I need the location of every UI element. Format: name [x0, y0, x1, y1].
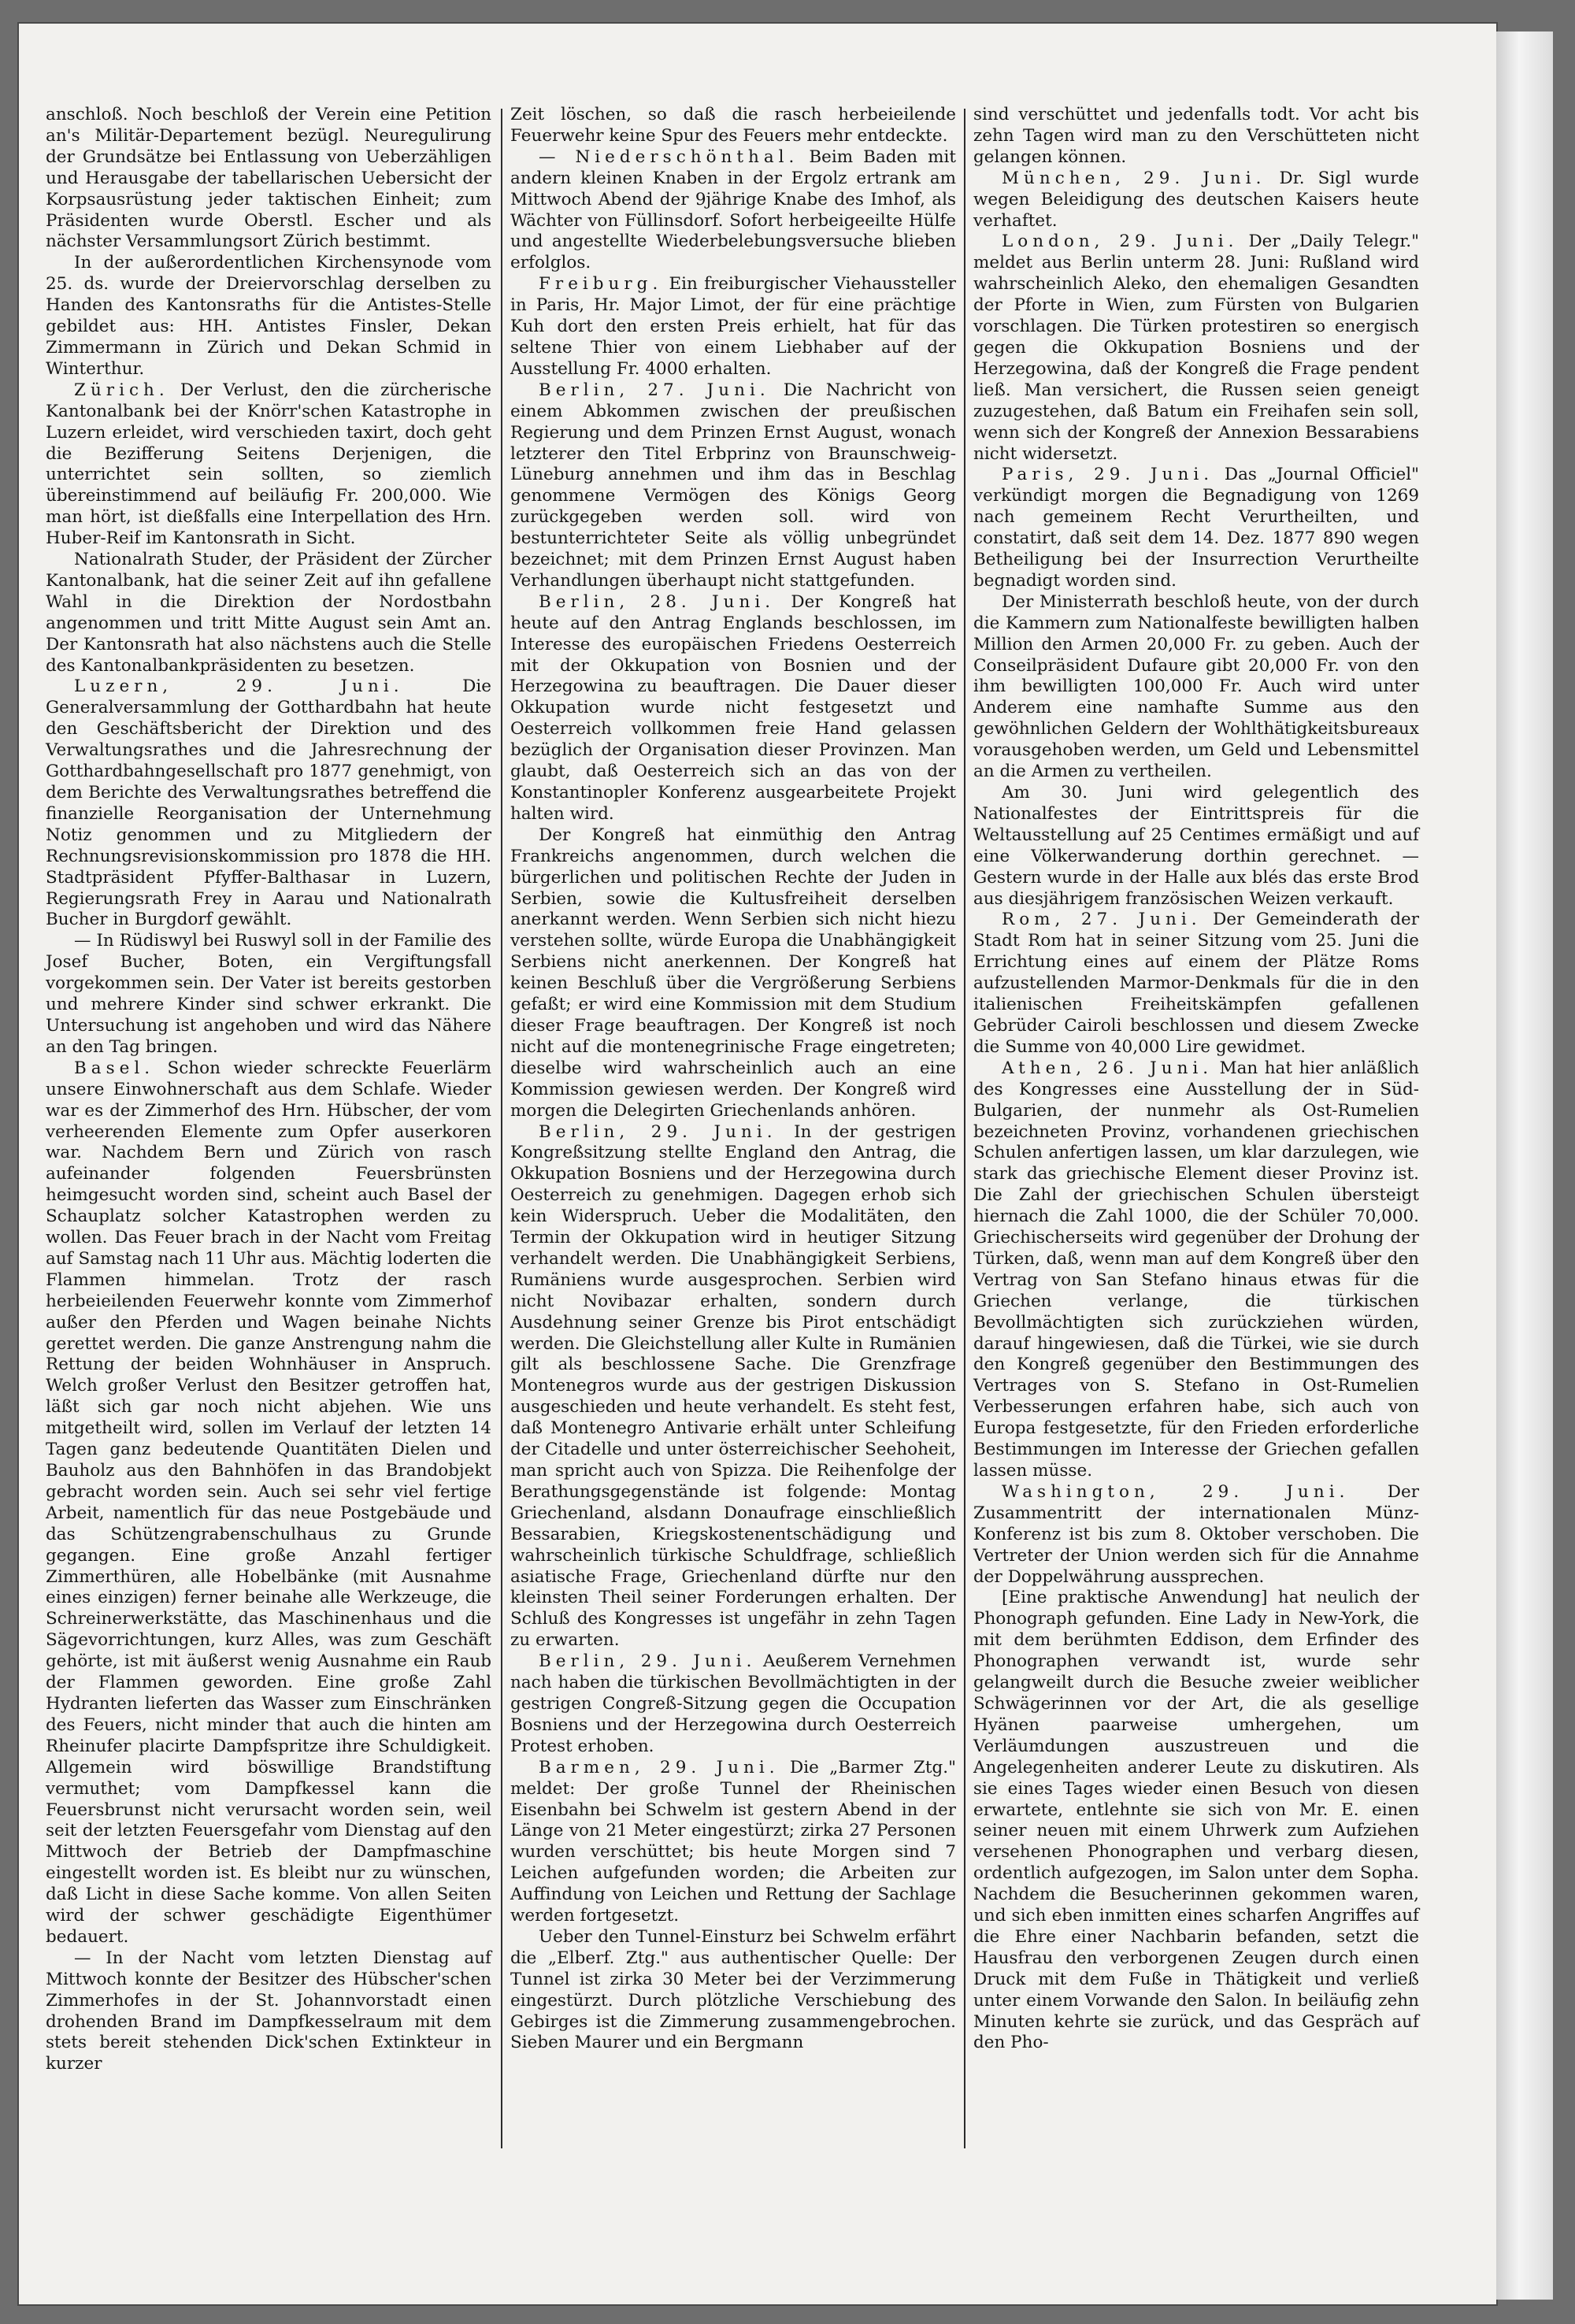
paragraph-text: Aeußerem Vernehmen nach haben die türkischen Bevollmächtigten in der gestrigen Congreß-Sitzung gegen die Occupation Bosniens und der Herzegowina durch Oesterreich Protest erhoben.	[510, 1651, 956, 1756]
paragraph-text: Der Zusammentritt der internationalen Münz-Konferenz ist bis zum 8. Oktober verschoben. Die Vertreter der Union werden sich für die Annahme der Doppelwährung aussprechen.	[973, 1481, 1419, 1587]
article-paragraph	[973, 783, 1419, 910]
article-paragraph	[46, 676, 491, 931]
article-paragraph	[510, 380, 956, 592]
article-paragraph	[46, 105, 491, 253]
paragraph-text: Das „Journal Officiel" verkündigt morgen die Begnadigung von 1269 nach gemeinem Recht Verurtheilten, und constatirt, daß seit dem 14. Dez. 1877 890 wegen Betheiligung bei der Insurrection Verurtheilte begnadigt worden sind.	[973, 465, 1419, 591]
dateline: Basel.	[74, 1058, 155, 1078]
article-paragraph	[46, 380, 491, 550]
article-paragraph	[973, 1058, 1419, 1482]
article-paragraph	[46, 1058, 491, 1948]
dateline: Barmen, 29. Juni.	[539, 1757, 780, 1777]
article-paragraph	[46, 550, 491, 676]
article-paragraph	[973, 232, 1419, 465]
article-paragraph	[510, 1651, 956, 1758]
paragraph-text: — In Rüdiswyl bei Ruswyl soll in der Familie des Josef Bucher, Boten, ein Vergiftungsfall vorgekommen sein. Der Vater ist bereits gestorben und mehrere Kinder sind schwer erkrankt. Die Untersuchung ist angehoben und wird das Nähere an den Tag bringen.	[46, 931, 491, 1057]
dateline: Berlin, 29. Juni.	[539, 1651, 757, 1672]
dateline: Freiburg.	[539, 274, 663, 295]
article-paragraph	[510, 274, 956, 380]
paragraph-text: Die Nachricht von einem Abkommen zwischen der preußischen Regierung und dem Prinzen Ernst August, wonach letzterer den Titel Erbprinz von Braunschweig-Lüneburg annehmen und ihm das in Beschlag genommene Vermögen des Königs Georg zurückgegeben werden soll. wird von bestunterrichteter Seite als völlig unbegründet bezeichnet; mit dem Prinzen Ernst August haben Verhandlungen überhaupt nicht stattgefunden.	[510, 380, 956, 591]
paragraph-text: In der außerordentlichen Kirchensynode vom 25. ds. wurde der Dreiervorschlag derselben zu Handen des Kantonsraths für die Antistes-Stelle gebildet aus: HH. Antistes Finsler, Dekan Zimmermann in Zürich und Dekan Schmid in Winterthur.	[46, 253, 491, 379]
paragraph-text: Die Generalversammlung der Gotthardbahn hat heute den Geschäftsbericht der Direktion und des Verwaltungsrathes und die Jahresrechnung der Gotthardbahngesellschaft pro 1877 genehmigt, von dem Berichte des Verwaltungsrathes betreffend die finanzielle Reorganisation der Unternehmung Notiz genommen und zu Mitgliedern der Rechnungsrevisionskommission pro 1878 die HH. Stadtpräsident Pfyffer-Balthasar in Luzern, Regierungsrath Frey in Aarau und Nationalrath Bucher in Burgdorf gewählt.	[46, 676, 491, 930]
paragraph-text: Am 30. Juni wird gelegentlich des Nationalfestes der Eintrittspreis für die Weltausstellung auf 25 Centimes ermäßigt und auf eine Völkerwanderung dorthin gerechnet. — Gestern wurde in der Halle aux blés das erste Brod aus diesjährigem französischen Weizen verkauft.	[973, 783, 1419, 909]
next-page-edge	[1496, 32, 1553, 2300]
paragraph-text: In der gestrigen Kongreßsitzung stellte England den Antrag, die Okkupation Bosniens und der Herzegowina durch Oesterreich zu genehmigen. Dagegen erhob sich kein Widerspruch. Ueber die Modalitäten, den Termin der Okkupation wird in heutiger Sitzung verhandelt werden. Die Unabhängigkeit Serbiens, Rumäniens wurde ausgesprochen. Serbien wird nicht Novibazar erhalten, sondern durch Ausdehnung seiner Grenze bis Pirot entschädigt werden. Die Gleichstellung aller Kulte in Rumänien gilt als beschlossene Sache. Die Grenzfrage Montenegros wurde aus der gestrigen Diskussion ausgeschieden und heute verhandelt. Es steht fest, daß Montenegro Antivarie erhält unter Schleifung der Citadelle und unter österreichischer Seehoheit, man spricht auch von Spizza. Die Reihenfolge der Berathungsgegenstände ist folgende: Montag Griechenland, alsdann Donaufrage einschließlich Bessarabien, Kriegskostenentschädigung und wahrscheinlich türkische Schuldfrage, schließlich asiatische Frage, Griechenland dürfte nur den kleinsten Theil seiner Forderungen erhalten. Der Schluß des Kongresses ist ungefähr in zehn Tagen zu erwarten.	[510, 1121, 956, 1651]
paragraph-text: Der Verlust, den die zürcherische Kantonalbank bei der Knörr'schen Katastrophe in Luzern erleidet, wird verschieden taxirt, doch geht die Bezifferung Seitens Derjenigen, die unterrichtet sein sollten, so ziemlich übereinstimmend auf beiläufig Fr. 200,000. Wie man hört, ist dießfalls eine Interpellation des Hrn. Huber-Reif im Kantonsrath in Sicht.	[46, 380, 491, 549]
paragraph-text: Der Ministerrath beschloß heute, von der durch die Kammern zum Nationalfeste bewilligten halben Million den Armen 20,000 Fr. zu geben. Auch der Conseilpräsident Dufaure gibt 20,000 Fr. von den ihm bewilligten 100,000 Fr. Auch wird unter Anderem eine namhafte Summe aus den gewöhnlichen Geldern der Wohlthätigkeitsbureaux vorausgehoben werden, um Geld und Lebensmittel an die Armen zu vertheilen.	[973, 591, 1419, 782]
column-divider-2	[964, 109, 965, 2148]
dateline: München, 29. Juni.	[1002, 168, 1266, 188]
paragraph-text: Ueber den Tunnel-Einsturz bei Schwelm erfährt die „Elberf. Ztg." aus authentischer Quelle: Der Tunnel ist zirka 30 Meter bei der Verzimmerung eingestürzt. Durch plötzliche Verschiebung des Gebirges ist die Zimmerung zusammengebrochen. Sieben Maurer und ein Bergmann	[510, 1926, 956, 2053]
dateline: Luzern, 29. Juni.	[74, 676, 404, 697]
article-paragraph	[510, 1122, 956, 1652]
dateline: Berlin, 27. Juni.	[539, 380, 770, 400]
article-paragraph	[510, 105, 956, 147]
paragraph-text: — In der Nacht vom letzten Dienstag auf Mittwoch konnte der Besitzer des Hübscher'schen Zimmerhofes in der St. Johannvorstadt einen drohenden Brand im Dampfkesselraum mit dem stets bereit stehenden Dick'schen Extinkteur in kurzer	[46, 1948, 491, 2074]
article-paragraph	[973, 592, 1419, 783]
paragraph-text: anschloß. Noch beschloß der Verein eine Petition an's Militär-Departement bezügl. Neuregulirung der Grundsätze bei Entlassung von Ueberzähligen und Herausgabe der tabellarischen Uebersicht der Korpsausrüstung jeder taktischen Einheit; zum Präsidenten wurde Oberstl. Escher und als nächster Versammlungsort Zürich bestimmt.	[46, 105, 491, 252]
paragraph-text: Schon wieder schreckte Feuerlärm unsere Einwohnerschaft aus dem Schlafe. Wieder war es der Zimmerhof des Hrn. Hübscher, der vom verheerenden Elemente zum Opfer auserkoren war. Nachdem Bern und Zürich von rasch aufeinander folgenden Feuersbrünsten heimgesucht worden sind, scheint auch Basel der Schauplatz solcher Katastrophen werden zu wollen. Das Feuer brach in der Nacht vom Freitag auf Samstag nach 11 Uhr aus. Mächtig loderten die Flammen himmelan. Trotz der rasch herbeieilenden Feuerwehr konnte vom Zimmerhof außer den Pferden und Wagen beinahe Nichts gerettet werden. Die ganze Anstrengung nahm die Rettung der beiden Wohnhäuser in Anspruch. Welch großer Verlust den Besitzer getroffen hat, läßt sich gar noch nicht abjehen. Wie uns mitgetheilt wird, sollen im Verlauf der letzten 14 Tagen ganz bedeutende Quantitäten Dielen und Bauholz aus den Bahnhöfen in das Brandobjekt gebracht worden sein. Auch sei sehr viel fertige Arbeit, namentlich für das neue Postgebäude und das Schützengrabenschulhaus zu Grunde gegangen. Eine große Anzahl fertiger Zimmerthüren, alle Hobelbänke (mit Ausnahme eines einzigen) ferner beinahe alle Werkzeuge, die Schreinerwerkstätte, das Maschinenhaus und die Sägevorrichtungen, kurz Alles, was zum Geschäft gehörte, ist mit äußerst wenig Ausnahme ein Raub der Flammen geworden. Eine große Zahl Hydranten lieferten das Wasser zum Einschränken des Feuers, nicht minder that auch die hinten am Rheinufer placirte Dampfspritze ihre Schuldigkeit. Allgemein wird böswillige Brandstiftung vermuthet; vom Dampfkessel kann die Feuersbrunst nicht verursacht worden sein, weil seit der letzten Feuersgefahr vom Dienstag auf den Mittwoch der Betrieb der Dampfmaschine eingestellt worden ist. Es bleibt nur zu wünschen, daß Licht in diese Sache komme. Von allen Seiten wird der schwer geschädigte Eigenthümer bedauert.	[46, 1058, 491, 1947]
newspaper-page	[17, 22, 1498, 2306]
dateline: Paris, 29. Juni.	[1002, 465, 1214, 485]
paragraph-text: Dr. Sigl wurde wegen Beleidigung des deutschen Kaisers heute verhaftet.	[973, 168, 1419, 231]
dateline: Berlin, 29. Juni.	[539, 1121, 777, 1142]
column-divider-1	[501, 109, 502, 2148]
article-paragraph	[973, 105, 1419, 169]
paragraph-text: Der Kongreß hat einmüthig den Antrag Frankreichs angenommen, durch welchen die bürgerlichen und politischen Rechte der Juden in Serbien, sowie die Kultusfreiheit derselben anerkannt werden. Wenn Serbien sich nicht hiezu verstehen sollte, würde Europa die Unabhängigkeit Serbiens nicht anerkennen. Der Kongreß hat keinen Beschluß über die Vergrößerung Serbiens gefaßt; er wird eine Kommission mit dem Studium dieser Frage beauftragen. Der Kongreß ist noch nicht auf die montenegrinische Frage eingetreten; dieselbe wird wahrscheinlich auch an eine Kommission gewiesen werden. Der Kongreß wird morgen die Delegirten Griechenlands anhören.	[510, 825, 956, 1121]
column-2	[510, 105, 956, 2054]
dateline: Washington, 29. Juni.	[1002, 1481, 1350, 1502]
paragraph-text: Ein freiburgischer Viehaussteller in Paris, Hr. Major Limot, der für eine prächtige Kuh dort den ersten Preis erhielt, hat für das seltene Thier von einem Liebhaber auf der Ausstellung Fr. 4000 erhalten.	[510, 274, 956, 379]
paragraph-text: sind verschüttet und jedenfalls todt. Vor acht bis zehn Tagen wird man zu den Verschütteten nicht gelangen können.	[973, 105, 1419, 167]
article-paragraph	[46, 931, 491, 1058]
paragraph-text: Beim Baden mit andern kleinen Knaben in der Ergolz ertrank am Mittwoch Abend der 9jährige Knabe des Imhof, als Wächter von Füllinsdorf. Sofort herbeigeeilte Hülfe und angestellte Wiederbelebungsversuche blieben erfolglos.	[510, 146, 956, 273]
column-3	[973, 105, 1419, 2054]
article-paragraph	[46, 1948, 491, 2075]
paragraph-text: [Eine praktische Anwendung] hat neulich der Phonograph gefunden. Eine Lady in New-York, die mit dem berühmten Eddison, dem Erfinder des Phonographen verwandt ist, wurde sehr gelangweilt durch die Besuche zweier weiblicher Schwägerinnen vor der Art, die als gesellige Hyänen paarweise umhergehen, um Verläumdungen auszustreuen und die Angelegenheiten anderer Leute zu diskutiren. Als sie eines Tages wieder einen Besuch von diesen erwartete, entlehnte sie sich von Mr. E. einen seiner neuen mit einem Uhrwerk zum Aufziehen versehenen Phonographen und verbarg diesen, ordentlich aufgezogen, im Salon unter dem Sopha. Nachdem die Besucherinnen gekommen waren, und sich eben inmitten eines scharfen Angriffes auf die Ehre einer Nachbarin befanden, setzt die Hausfrau den verborgenen Zeugen durch einen Druck mit dem Fuße in Thätigkeit und verließ unter einem Vorwande den Salon. In beiläufig zehn Minuten kehrte sie zurück, und das Gespräch auf den Pho-	[973, 1588, 1419, 2053]
paragraph-text: Der Kongreß hat heute auf den Antrag Englands beschlossen, im Interesse des europäischen Friedens Oesterreich mit der Okkupation von Bosnien und der Herzegowina zu beauftragen. Die Dauer dieser Okkupation wurde nicht festgesetzt und Oesterreich vollkommen freie Hand gelassen bezüglich der Organisation dieser Provinzen. Man glaubt, daß Oesterreich sich an das von der Konstantinopler Konferenz ausgearbeitete Projekt halten wird.	[510, 591, 956, 824]
dateline: Rom, 27. Juni.	[1002, 910, 1202, 930]
paragraph-text: Der „Daily Telegr." meldet aus Berlin unterm 28. Juni: Rußland wird wahrscheinlich Aleko, den ehemaligen Gesandten der Pforte in Wien, zum Fürsten von Bulgarien vorschlagen. Die Türken protestiren so energisch gegen die Okkupation Bosniens und der Herzegowina, daß der Kongreß die Frage pendent ließ. Man versichert, die Russen seien geneigt zuzugestehen, daß Batum ein Freihafen sein soll, wenn sich der Kongreß der Annexion Bessarabiens nicht widersetzt.	[973, 232, 1419, 464]
dateline: London, 29. Juni.	[1002, 232, 1239, 252]
dateline: Zürich.	[74, 380, 169, 400]
paragraph-text: Zeit löschen, so daß die rasch herbeieilende Feuerwehr keine Spur des Feuers mehr entdeckte.	[510, 105, 956, 146]
dateline: Berlin, 28. Juni.	[539, 591, 776, 612]
dateline: Athen, 26. Juni.	[1002, 1058, 1214, 1078]
article-paragraph	[973, 910, 1419, 1058]
dateline: — Niederschönthal.	[539, 146, 799, 167]
paragraph-text: Nationalrath Studer, der Präsident der Zürcher Kantonalbank, hat die seiner Zeit auf ihn gefallene Wahl in die Direktion der Nordostbahn angenommen und tritt Mitte August sein Amt an. Der Kantonsrath hat also nächstens auch die Stelle des Kantonalbankpräsidenten zu besetzen.	[46, 550, 491, 676]
paragraph-text: Der Gemeinderath der Stadt Rom hat in seiner Sitzung vom 25. Juni die Errichtung eines auf einem der Plätze Roms aufzustellenden Marmor-Denkmals für die in den italienischen Freiheitskämpfen gefallenen Gebrüder Cairoli beschlossen und diesem Zwecke die Summe von 40,000 Lire gewidmet.	[973, 910, 1419, 1057]
article-paragraph	[510, 825, 956, 1122]
paragraph-text: Man hat hier anläßlich des Kongresses eine Ausstellung der in Süd-Bulgarien, der nunmehr als Ost-Rumelien bezeichneten Provinz, vorhandenen griechischen Schulen anfertigen lassen, um klar darzulegen, wie stark das griechische Element dieser Provinz ist. Die Zahl der griechischen Schulen übersteigt hiernach die Zahl 1000, die der Schüler 70,000. Griechischerseits wird gegenüber der Drohung der Türken, daß, wenn man auf dem Kongreß über den Vertrag von San Stefano hinaus etwas für die Griechen verlange, die türkischen Bevollmächtigten sich zurückziehen würden, darauf hingewiesen, daß die Türkei, wie sie durch den Kongreß gegenüber den Bestimmungen des Vertrages von S. Stefano in Ost-Rumelien Verbesserungen erfahren habe, sich auch von Europa festgesetzte, für den Frieden erforderliche Bestimmungen im Interesse der Griechen gefallen lassen müsse.	[973, 1058, 1419, 1481]
article-paragraph	[510, 1758, 956, 1927]
article-paragraph	[510, 147, 956, 274]
column-1	[46, 105, 491, 2075]
paragraph-text: Die „Barmer Ztg." meldet: Der große Tunnel der Rheinischen Eisenbahn bei Schwelm ist gestern Abend in der Länge von 21 Meter eingestürzt; zirka 27 Personen wurden verschüttet; bis heute Morgen sind 7 Leichen aufgefunden worden; die Arbeiten zur Auffindung von Leichen und Rettung der Sachlage werden fortgesetzt.	[510, 1757, 956, 1926]
article-paragraph	[510, 592, 956, 825]
article-paragraph	[973, 1588, 1419, 2054]
article-paragraph	[973, 465, 1419, 591]
article-paragraph	[46, 253, 491, 380]
article-paragraph	[973, 1482, 1419, 1588]
article-paragraph	[973, 169, 1419, 232]
article-paragraph	[510, 1927, 956, 2054]
